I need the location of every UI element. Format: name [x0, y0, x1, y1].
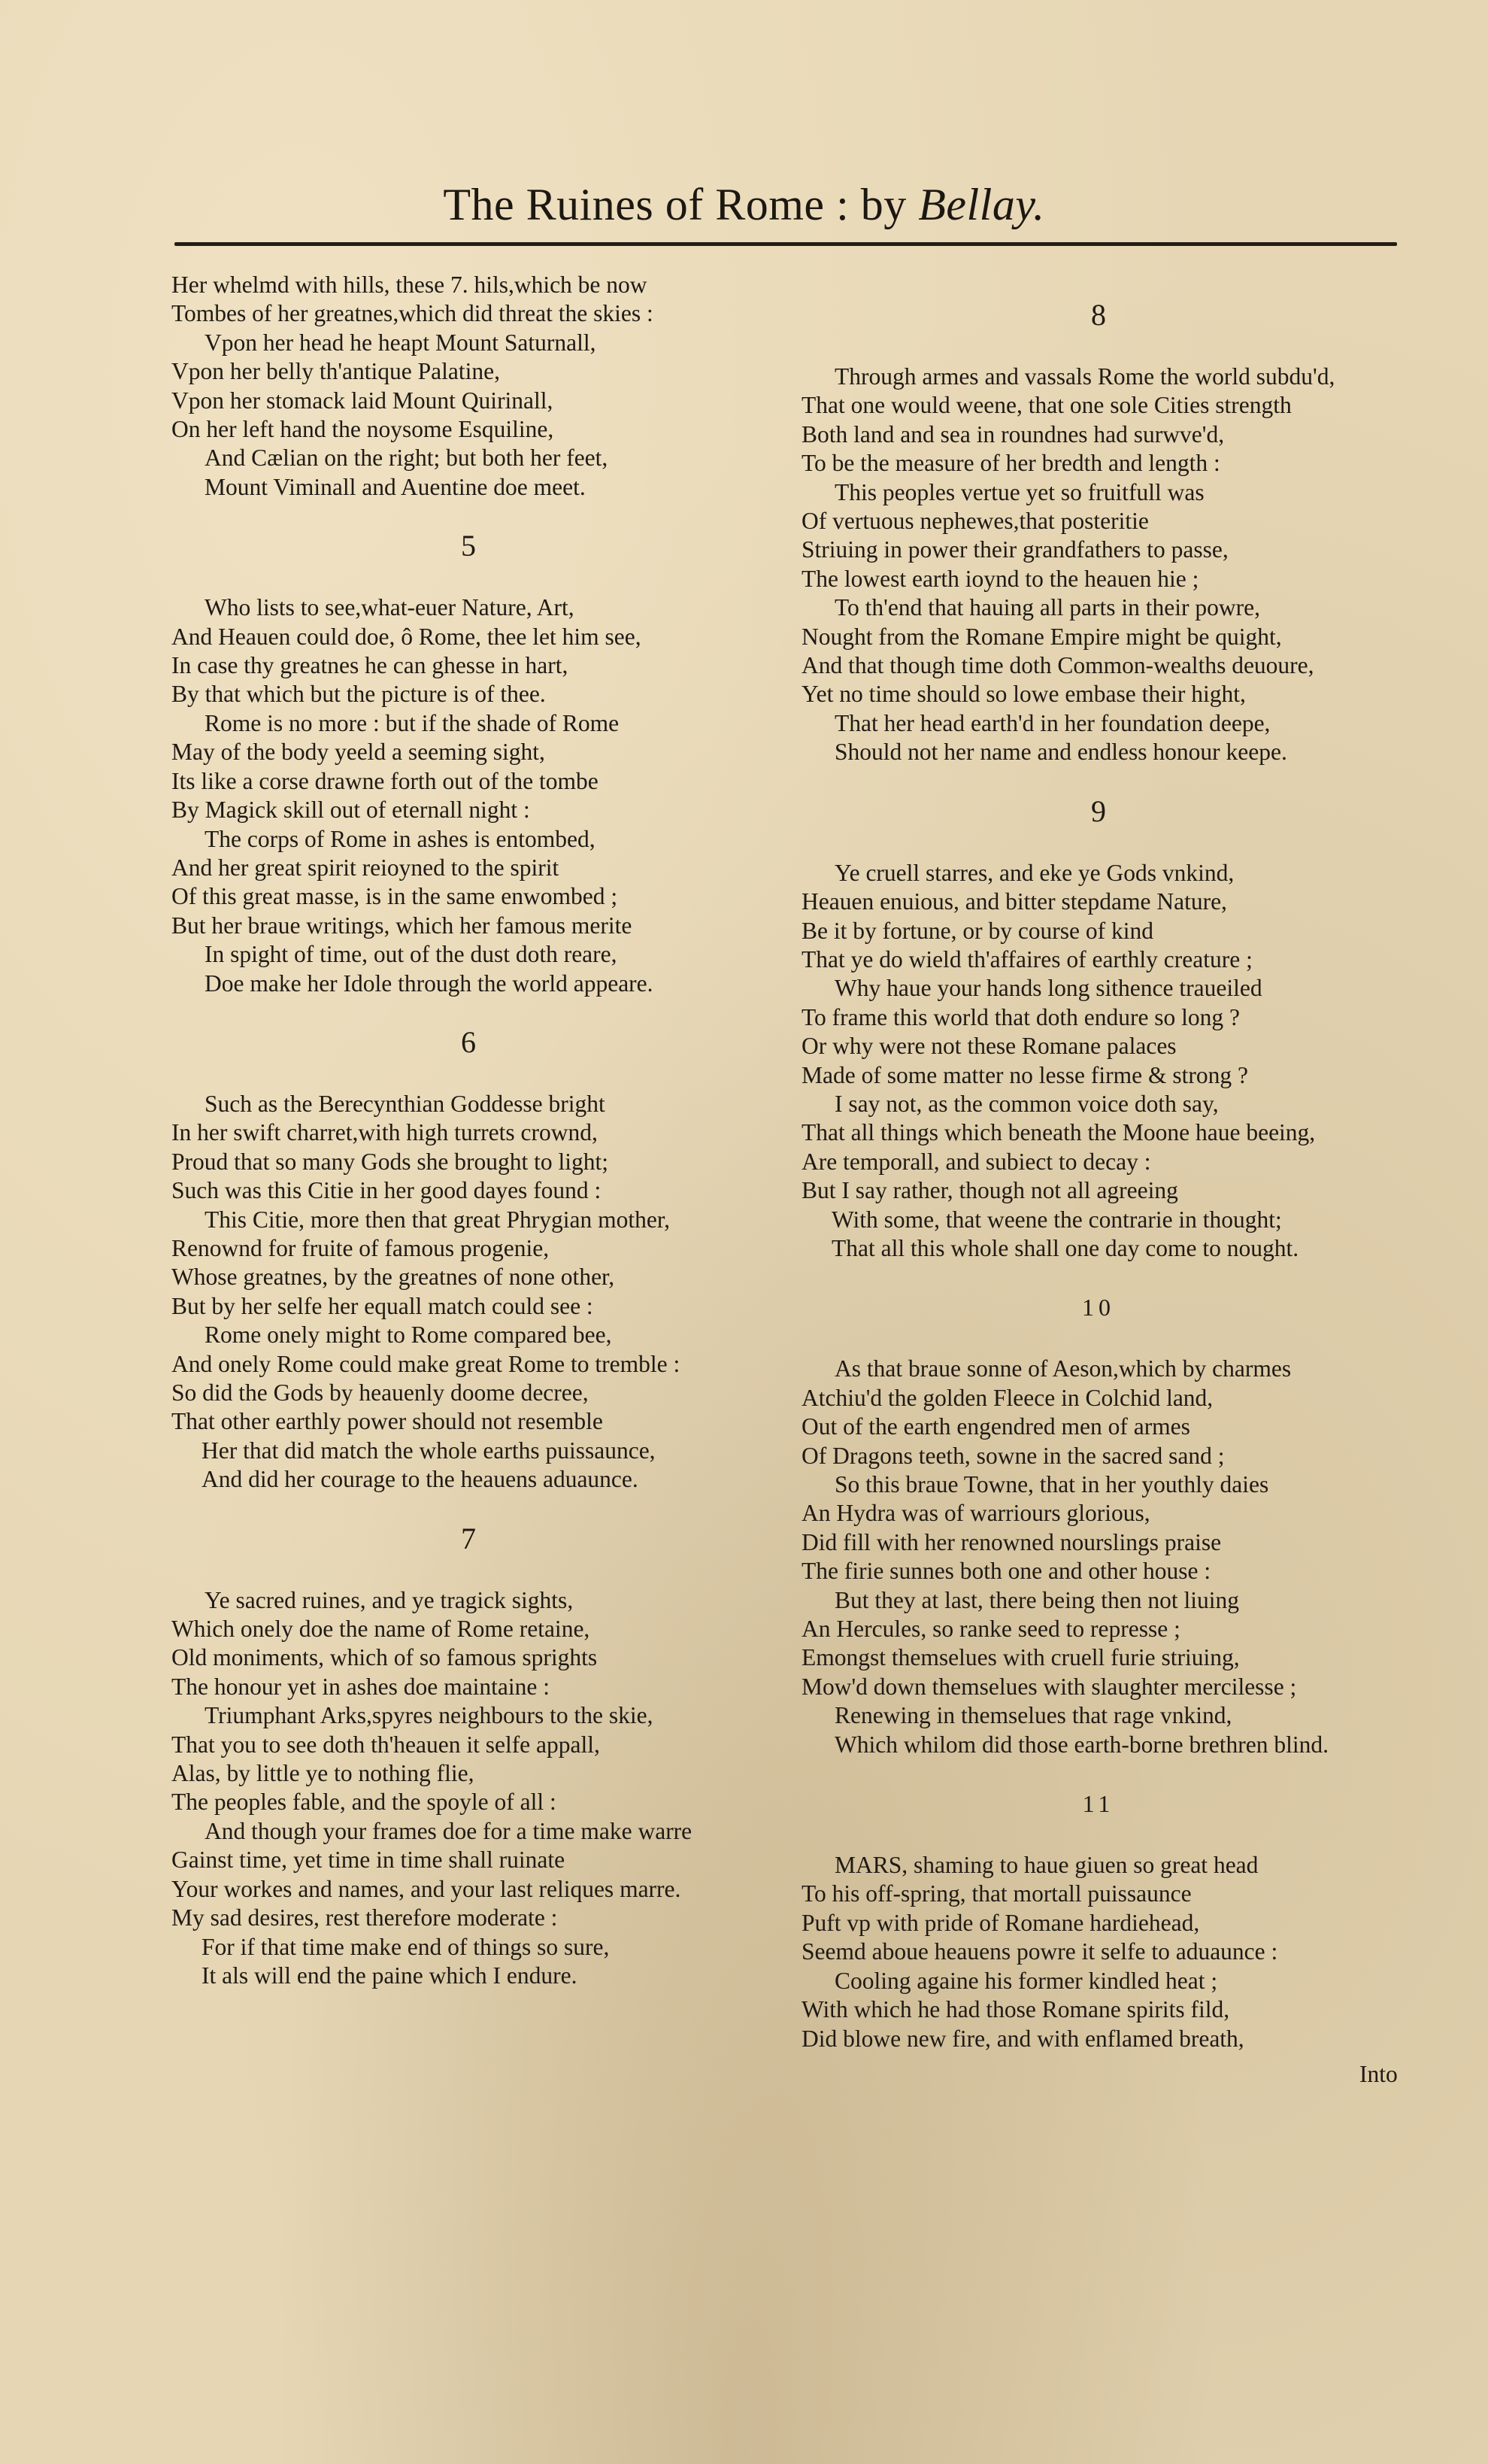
verse-line: To be the measure of her bredth and length : [802, 450, 1220, 477]
verse-line: On her left hand the noysome Esquiline, [171, 416, 554, 443]
verse-line: Which whilom did those earth-borne brethren blind. [835, 1731, 1329, 1758]
verse-line: So did the Gods by heauenly doome decree, [171, 1379, 589, 1406]
verse-line: And her great spirit reioyned to the spirit [171, 854, 559, 881]
verse-line: That other earthly power should not resemble [171, 1408, 603, 1435]
verse-line: Cooling againe his former kindled heat ; [835, 1967, 1218, 1994]
verse-line: By Magick skill out of eternall night : [171, 797, 530, 824]
catchword: Into [1359, 2061, 1398, 2087]
verse-line: So this braue Towne, that in her youthly daies [835, 1471, 1269, 1498]
running-head-author: Bellay. [918, 180, 1045, 229]
verse-line: Your workes and names, and your last reliques marre. [171, 1875, 681, 1902]
verse-line: The firie sunnes both one and other house : [802, 1558, 1211, 1585]
running-head-title: The Ruines of Rome : by [443, 180, 919, 229]
sonnet-number: 5 [461, 529, 476, 563]
verse-line: But I say rather, though not all agreeing [802, 1177, 1178, 1204]
verse-line: Of vertuous nephewes,that posteritie [802, 508, 1149, 535]
verse-line: Out of the earth engendred men of armes [802, 1413, 1190, 1440]
verse-line: And did her courage to the heauens aduaunce. [202, 1466, 638, 1493]
verse-line: The lowest earth ioynd to the heauen hie ; [802, 565, 1199, 592]
verse-line: Ye cruell starres, and eke ye Gods vnkind, [835, 859, 1235, 886]
verse-line: Mow'd down themselues with slaughter mercilesse ; [802, 1673, 1297, 1700]
verse-line: Alas, by little ye to nothing flie, [171, 1760, 474, 1787]
verse-line: Mount Viminall and Auentine doe meet. [205, 473, 586, 500]
verse-line: That all this whole shall one day come to nought. [832, 1234, 1299, 1261]
verse-line: By that which but the picture is of thee. [171, 681, 546, 708]
verse-line: And that though time doth Common-wealths deuoure, [802, 652, 1314, 679]
verse-line: Should not her name and endless honour keepe. [835, 739, 1287, 766]
right-column [802, 271, 1396, 2053]
verse-line: The honour yet in ashes doe maintaine : [171, 1673, 550, 1700]
verse-line: Gainst time, yet time in time shall ruinate [171, 1846, 565, 1874]
verse-line: Are temporall, and subiect to decay : [802, 1148, 1151, 1175]
verse-line: And onely Rome could make great Rome to tremble : [171, 1350, 680, 1377]
verse-line: In case thy greatnes he can ghesse in hart, [171, 652, 568, 679]
sonnet-number: 8 [1091, 298, 1106, 332]
verse-line: This Citie, more then that great Phrygian mother, [205, 1206, 670, 1233]
verse-line: For if that time make end of things so sure, [202, 1933, 610, 1960]
verse-line: Striuing in power their grandfathers to passe, [802, 536, 1229, 563]
verse-line: Whose greatnes, by the greatnes of none other, [171, 1264, 615, 1291]
verse-line: Both land and sea in roundnes had surwve'd, [802, 420, 1225, 448]
verse-line: Vpon her head he heapt Mount Saturnall, [205, 329, 596, 356]
sonnet-number: 7 [461, 1521, 476, 1555]
verse-line: To frame this world that doth endure so long ? [802, 1003, 1241, 1030]
sonnet-number: 10 [1082, 1294, 1115, 1322]
verse-line: Of Dragons teeth, sowne in the sacred sand ; [802, 1442, 1225, 1469]
verse-line: Renownd for fruite of famous progenie, [171, 1234, 550, 1261]
verse-line: Why haue your hands long sithence traueiled [835, 975, 1262, 1002]
verse-line: Doe make her Idole through the world appeare. [205, 970, 653, 997]
verse-line: In her swift charret,with high turrets crownd, [171, 1119, 598, 1146]
verse-line: In spight of time, out of the dust doth reare, [205, 941, 617, 968]
verse-line: And Heauen could doe, ô Rome, thee let him see, [171, 623, 641, 650]
verse-line: But they at last, there being then not liuing [835, 1586, 1240, 1613]
verse-line: I say not, as the common voice doth say, [835, 1090, 1219, 1117]
sonnet-number: 6 [461, 1024, 476, 1059]
verse-line: Triumphant Arks,spyres neighbours to the skie, [205, 1702, 653, 1729]
verse-line: Emongst themselues with cruell furie striuing, [802, 1644, 1240, 1671]
verse-line: Of this great masse, is in the same enwombed ; [171, 883, 618, 910]
verse-line: Vpon her belly th'antique Palatine, [171, 358, 500, 385]
verse-line: That ye do wield th'affaires of earthly creature ; [802, 945, 1253, 973]
verse-line: Yet no time should so lowe embase their hight, [802, 681, 1246, 708]
verse-line: Nought from the Romane Empire might be quight, [802, 623, 1282, 650]
verse-line: That all things which beneath the Moone haue beeing, [802, 1119, 1316, 1146]
verse-line: Did fill with her renowned nourslings praise [802, 1528, 1222, 1555]
header-rule [174, 242, 1397, 246]
verse-line: Did blowe new fire, and with enflamed breath, [802, 2025, 1244, 2052]
verse-line: But by her selfe her equall match could see : [171, 1292, 593, 1319]
sonnet-number: 9 [1091, 794, 1106, 828]
verse-line: With some, that weene the contrarie in thought; [832, 1206, 1282, 1233]
verse-line: Renewing in themselues that rage vnkind, [835, 1702, 1232, 1729]
verse-line: With which he had those Romane spirits fild, [802, 1996, 1230, 2023]
verse-line: Rome onely might to Rome compared bee, [205, 1322, 612, 1349]
verse-line: This peoples vertue yet so fruitfull was [835, 478, 1205, 505]
verse-line: The peoples fable, and the spoyle of all : [171, 1789, 556, 1816]
verse-line: Who lists to see,what-euer Nature, Art, [205, 594, 574, 621]
verse-line: The corps of Rome in ashes is entombed, [205, 825, 596, 852]
verse-line: Vpon her stomack laid Mount Quirinall, [171, 387, 553, 414]
verse-line: Seemd aboue heauens powre it selfe to aduaunce : [802, 1938, 1278, 1965]
running-head [0, 179, 1488, 231]
verse-line: That her head earth'd in her foundation deepe, [835, 709, 1271, 736]
verse-line: But her braue writings, which her famous merite [171, 912, 632, 939]
verse-line: Which onely doe the name of Rome retaine, [171, 1616, 590, 1643]
verse-line: That you to see doth th'heauen it selfe appall, [171, 1731, 600, 1758]
verse-line: It als will end the paine which I endure. [202, 1962, 577, 1989]
verse-line: Proud that so many Gods she brought to light; [171, 1148, 608, 1175]
verse-line: As that braue sonne of Aeson,which by charmes [835, 1355, 1292, 1382]
verse-line: An Hydra was of warriours glorious, [802, 1500, 1150, 1527]
verse-line: Through armes and vassals Rome the world subdu'd, [835, 363, 1335, 390]
verse-line: An Hercules, so ranke seed to represse ; [802, 1616, 1180, 1643]
verse-line: Ye sacred ruines, and ye tragick sights, [205, 1586, 574, 1613]
verse-line: Her whelmd with hills, these 7. hils,which be now [171, 272, 647, 298]
verse-line: Or why were not these Romane palaces [802, 1033, 1177, 1060]
lower-margin [0, 2106, 1488, 2464]
verse-line: MARS, shaming to haue giuen so great head [835, 1852, 1259, 1879]
verse-line: Tombes of her greatnes,which did threat the skies : [171, 300, 653, 327]
verse-line: Be it by fortune, or by course of kind [802, 917, 1154, 944]
verse-line: Old moniments, which of so famous sprights [171, 1644, 598, 1671]
verse-line: Made of some matter no lesse firme & strong ? [802, 1061, 1248, 1088]
verse-line: Such was this Citie in her good dayes found : [171, 1177, 602, 1204]
verse-line: And Cælian on the right; but both her feet, [205, 445, 608, 472]
sonnet-number: 11 [1082, 1790, 1115, 1818]
left-column [171, 271, 765, 1990]
verse-line: Rome is no more : but if the shade of Rome [205, 709, 620, 736]
verse-line: Her that did match the whole earths puissaunce, [202, 1437, 656, 1464]
verse-line: My sad desires, rest therefore moderate : [171, 1904, 558, 1931]
verse-line: Puft vp with pride of Romane hardiehead, [802, 1909, 1200, 1936]
verse-line: That one would weene, that one sole Cities strength [802, 392, 1292, 419]
verse-line: To his off-spring, that mortall puissaunce [802, 1880, 1192, 1907]
verse-line: To th'end that hauing all parts in their powre, [835, 594, 1260, 621]
verse-line: May of the body yeeld a seeming sight, [171, 739, 545, 766]
verse-line: Such as the Berecynthian Goddesse bright [205, 1090, 605, 1117]
verse-line: And though your frames doe for a time make warre [205, 1817, 692, 1844]
verse-line: Atchiu'd the golden Fleece in Colchid land, [802, 1384, 1214, 1411]
verse-line: Its like a corse drawne forth out of the tombe [171, 767, 599, 794]
verse-line: Heauen enuious, and bitter stepdame Nature, [802, 888, 1227, 915]
